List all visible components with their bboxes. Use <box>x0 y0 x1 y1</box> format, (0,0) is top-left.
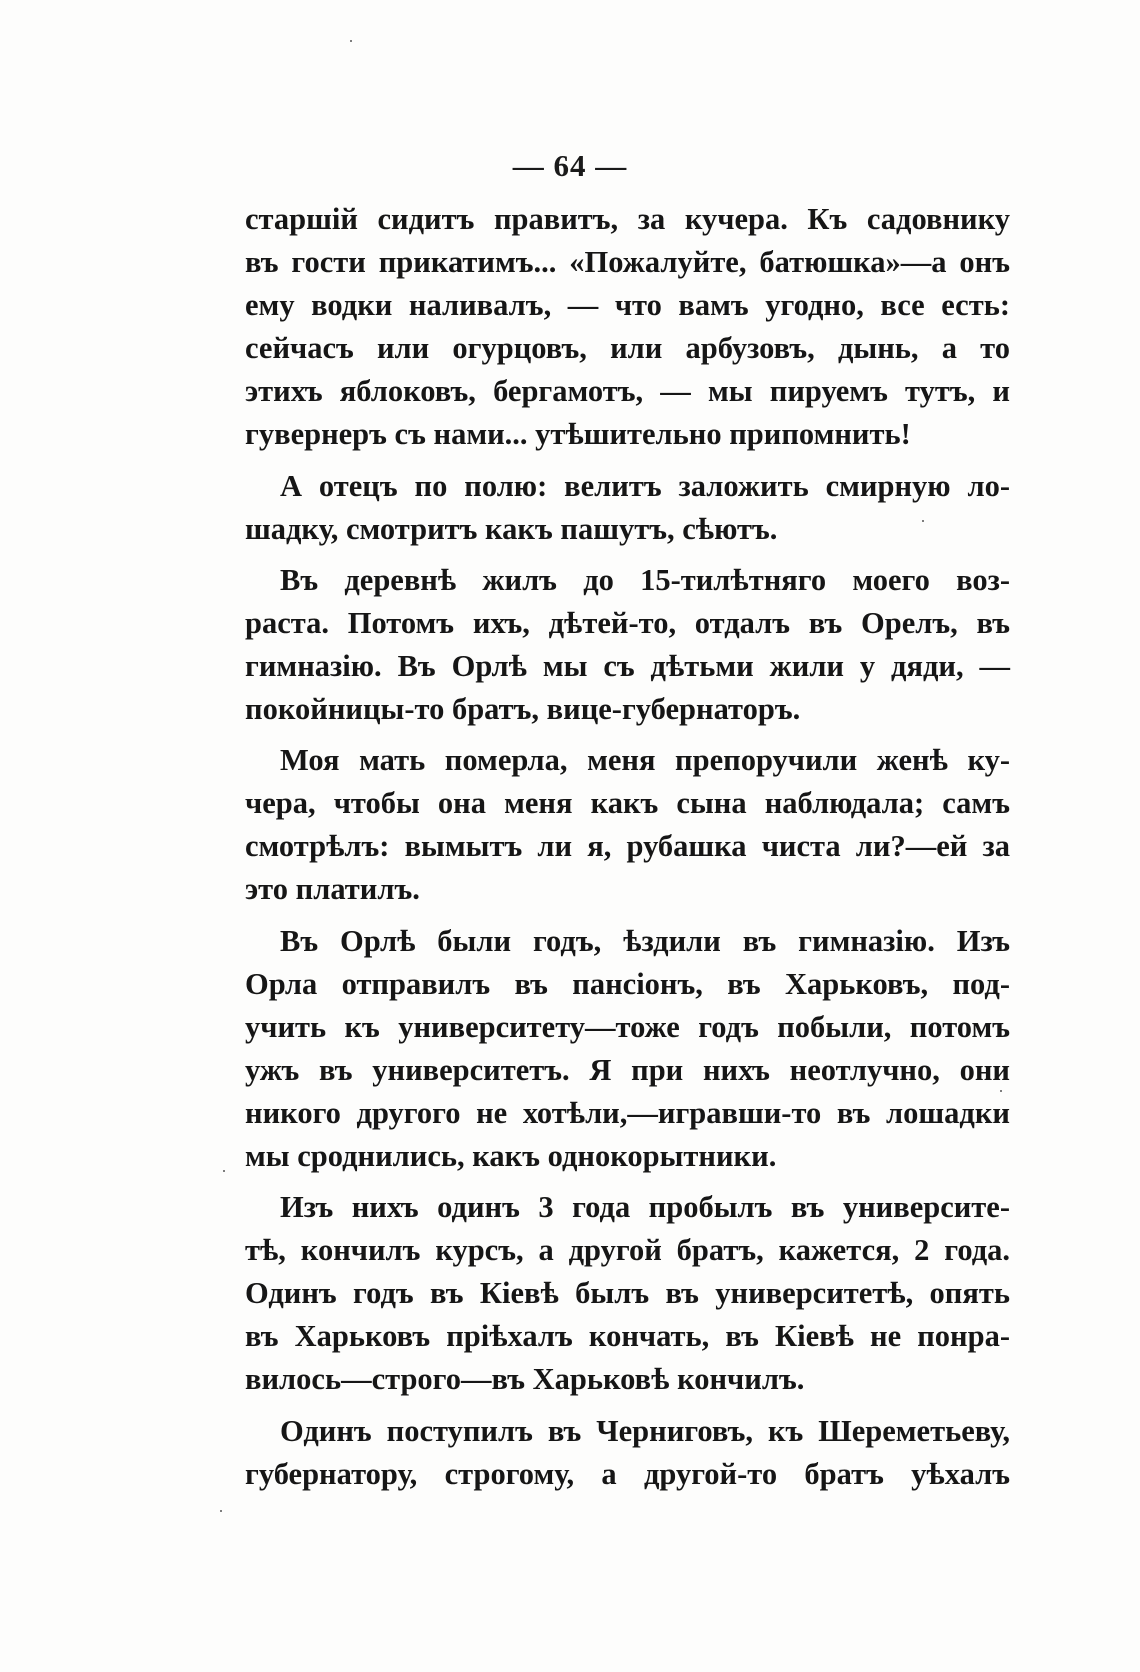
text-line: смотрѣлъ: вымытъ ли я, рубашка чиста ли?—ей за <box>245 829 1010 864</box>
text-line: въ Харьковъ пріѣхалъ кончать, въ Кіевѣ не понра- <box>245 1319 1010 1354</box>
text-line: никого другого не хотѣли,—игравши-то въ лошадки <box>245 1095 1010 1130</box>
text-line: гувернеръ съ нами... утѣшительно припомнить! <box>245 417 911 452</box>
page-number: — 64 — <box>512 148 628 183</box>
text-line: чера, чтобы она меня какъ сына наблюдала; самъ <box>245 786 1010 821</box>
print-speck <box>223 1170 225 1172</box>
paragraph <box>245 920 1010 1179</box>
print-speck <box>220 1510 222 1512</box>
print-speck <box>922 520 924 522</box>
text-line: раста. Потомъ ихъ, дѣтей-то, отдалъ въ Орелъ, въ <box>245 605 1010 640</box>
text-line: ужъ въ университетъ. Я при нихъ неотлучно, они <box>245 1052 1010 1087</box>
text-line: сейчасъ или огурцовъ, или арбузовъ, дынь, а то <box>245 331 1010 366</box>
text-line: А отецъ по полю: велитъ заложить смирную ло- <box>280 468 1010 503</box>
text-line: старшій сидитъ правитъ, за кучера. Къ садовнику <box>245 202 1010 236</box>
paragraph <box>245 559 1010 731</box>
text-line: Одинъ поступилъ въ Черниговъ, къ Шереметьеву, <box>280 1413 1010 1448</box>
print-speck <box>350 40 352 42</box>
text-line: Орла отправилъ въ пансіонъ, въ Харьковъ, под- <box>245 966 1010 1001</box>
text-line: тѣ, кончилъ курсъ, а другой братъ, кажется, 2 года. <box>245 1233 1010 1268</box>
print-speck <box>1000 1090 1002 1092</box>
text-line: это платилъ. <box>245 872 420 907</box>
text-line: Въ деревнѣ жилъ до 15-тилѣтняго моего воз- <box>280 562 1010 597</box>
text-line: Изъ нихъ одинъ 3 года пробылъ въ университе- <box>280 1190 1010 1225</box>
text-line: вилось—строго—въ Харьковѣ кончилъ. <box>245 1362 805 1397</box>
text-line: губернатору, строгому, а другой-то братъ уѣхалъ <box>245 1456 1010 1491</box>
text-line: этихъ яблоковъ, бергамотъ, — мы пируемъ тутъ, и <box>245 374 1010 409</box>
text-line: учить къ университету—тоже годъ побыли, потомъ <box>245 1009 1010 1044</box>
body-text <box>245 198 1010 1496</box>
paragraph <box>245 1410 1010 1496</box>
text-line: Моя мать померла, меня препоручили женѣ ку- <box>280 743 1010 778</box>
text-line: шадку, смотритъ какъ пашутъ, сѣютъ. <box>245 511 778 546</box>
text-line: покойницы-то братъ, вице-губернаторъ. <box>245 692 801 727</box>
paragraph <box>245 739 1010 911</box>
paragraph <box>245 198 1010 457</box>
text-line: ему водки наливалъ, — что вамъ угодно, все есть: <box>245 288 1010 323</box>
text-line: мы сроднились, какъ однокорытники. <box>245 1138 777 1173</box>
text-line: Одинъ годъ въ Кіевѣ былъ въ университетѣ, опять <box>245 1276 1010 1311</box>
text-line: въ гости прикатимъ... «Пожалуйте, батюшка»—а онъ <box>245 245 1010 280</box>
text-line: гимназію. Въ Орлѣ мы съ дѣтьми жили у дяди, — <box>245 648 1010 683</box>
paragraph <box>245 465 1010 551</box>
text-line: Въ Орлѣ были годъ, ѣздили въ гимназію. Изъ <box>280 923 1010 958</box>
paragraph <box>245 1186 1010 1401</box>
